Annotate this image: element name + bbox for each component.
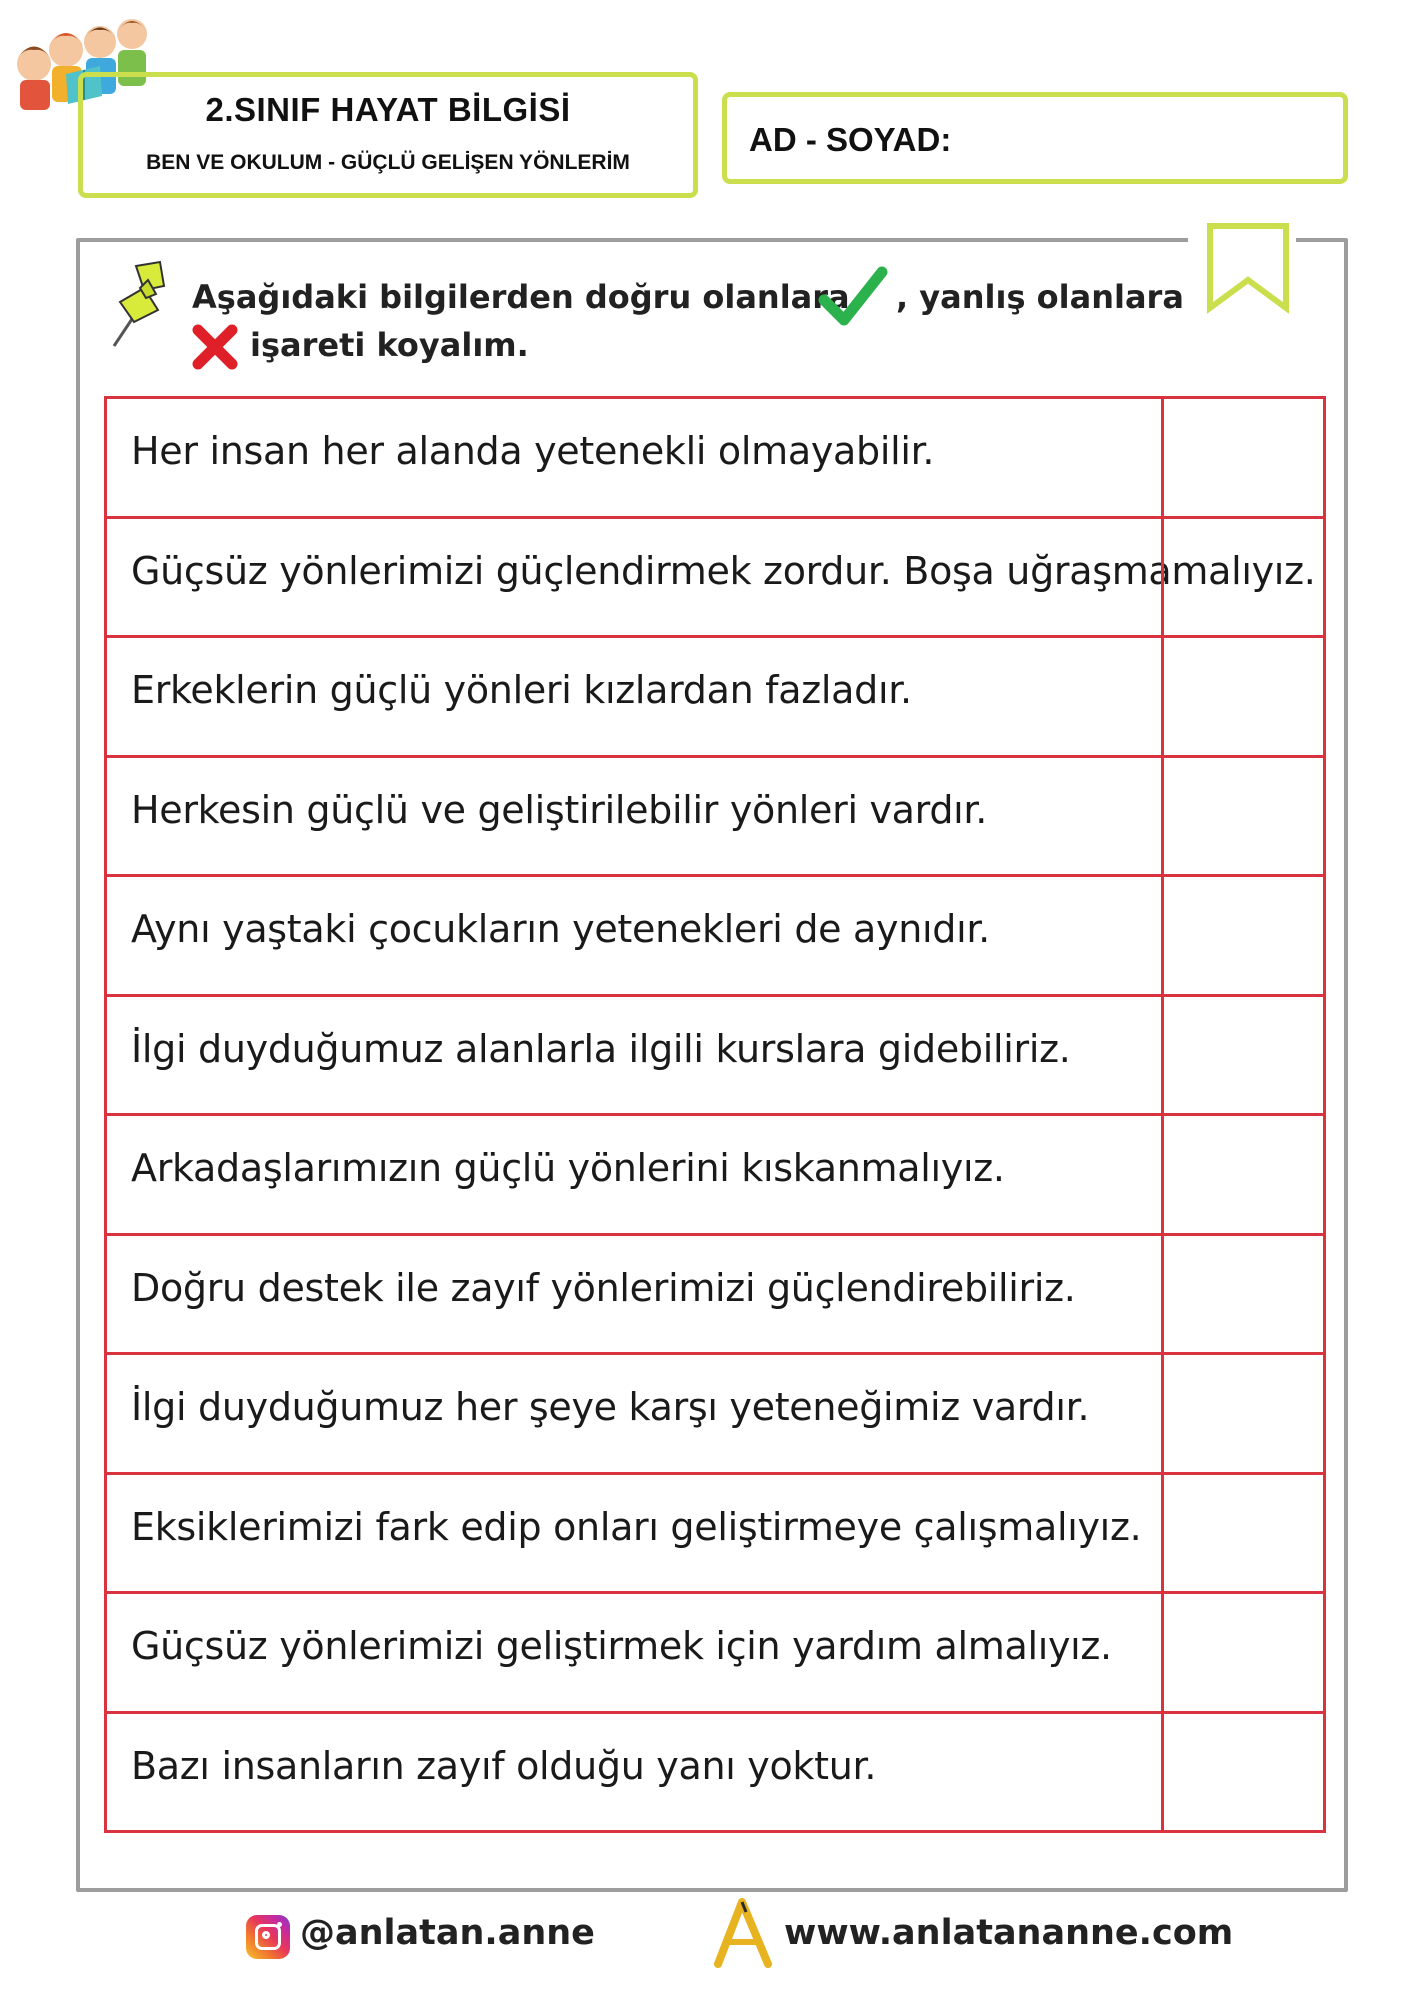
cross-icon [190,322,240,372]
statements-table [104,396,1326,1833]
statement-text: Doğru destek ile zayıf yönlerimizi güçlendirebiliriz. [131,1265,1076,1310]
answer-box[interactable] [1161,758,1326,875]
instruction-text-3: işareti koyalım. [250,326,529,364]
table-row [107,877,1323,997]
website-link[interactable]: www.anlatananne.com [784,1913,1234,1953]
table-row [107,519,1323,639]
statement-text: Her insan her alanda yetenekli olmayabilir. [131,429,935,473]
table-row [107,1236,1323,1356]
statement-text: Aynı yaştaki çocukların yetenekleri de aynıdır. [131,907,990,951]
answer-box[interactable] [1161,1594,1326,1711]
instagram-handle[interactable]: @anlatan.anne [300,1913,595,1953]
instruction-text-2: , yanlış olanlara [896,278,1184,316]
table-row [107,997,1323,1117]
answer-box[interactable] [1161,1714,1326,1834]
check-icon [818,264,888,328]
answer-box[interactable] [1161,1475,1326,1592]
answer-box[interactable] [1161,399,1326,516]
name-label: AD - SOYAD: [749,121,952,158]
table-row [107,758,1323,878]
name-field-box[interactable] [722,92,1348,184]
answer-box[interactable] [1161,1236,1326,1353]
table-row [107,1116,1323,1236]
table-row [107,1714,1323,1834]
statement-text: Güçsüz yönlerimizi geliştirmek için yardım almalıyız. [131,1624,1112,1668]
statement-text: İlgi duyduğumuz her şeye karşı yeteneğimiz vardır. [131,1385,1090,1429]
statement-text: Erkeklerin güçlü yönleri kızlardan fazladır. [131,668,912,712]
table-row [107,1475,1323,1595]
bookmark-icon [1204,222,1292,314]
table-row [107,399,1323,519]
statement-text: Eksiklerimizi fark edip onları geliştirmeye çalışmalıyız. [131,1504,1142,1549]
statement-text: Güçsüz yönlerimizi güçlendirmek zordur. Boşa uğraşmamalıyız. [131,548,1316,593]
answer-box[interactable] [1161,519,1326,636]
answer-box[interactable] [1161,638,1326,755]
statement-text: İlgi duyduğumuz alanlarla ilgili kurslara gidebiliriz. [131,1026,1071,1071]
answer-box[interactable] [1161,1116,1326,1233]
answer-box[interactable] [1161,877,1326,994]
pushpin-icon [100,258,174,352]
table-row [107,638,1323,758]
worksheet-subtitle: BEN VE OKULUM - GÜÇLÜ GELİŞEN YÖNLERİM [146,151,630,174]
title-box [78,72,698,198]
table-row [107,1355,1323,1475]
worksheet-title: 2.SINIF HAYAT BİLGİSİ [205,91,571,128]
instruction-text-1: Aşağıdaki bilgilerden doğru olanlara [192,278,850,316]
answer-box[interactable] [1161,1355,1326,1472]
statement-text: Bazı insanların zayıf olduğu yanı yoktur. [131,1743,877,1788]
instagram-icon [246,1915,290,1959]
answer-box[interactable] [1161,997,1326,1114]
anlatan-anne-logo-icon [712,1898,774,1968]
statement-text: Herkesin güçlü ve geliştirilebilir yönleri vardır. [131,787,988,832]
table-row [107,1594,1323,1714]
statement-text: Arkadaşlarımızın güçlü yönlerini kıskanmalıyız. [131,1146,1005,1190]
